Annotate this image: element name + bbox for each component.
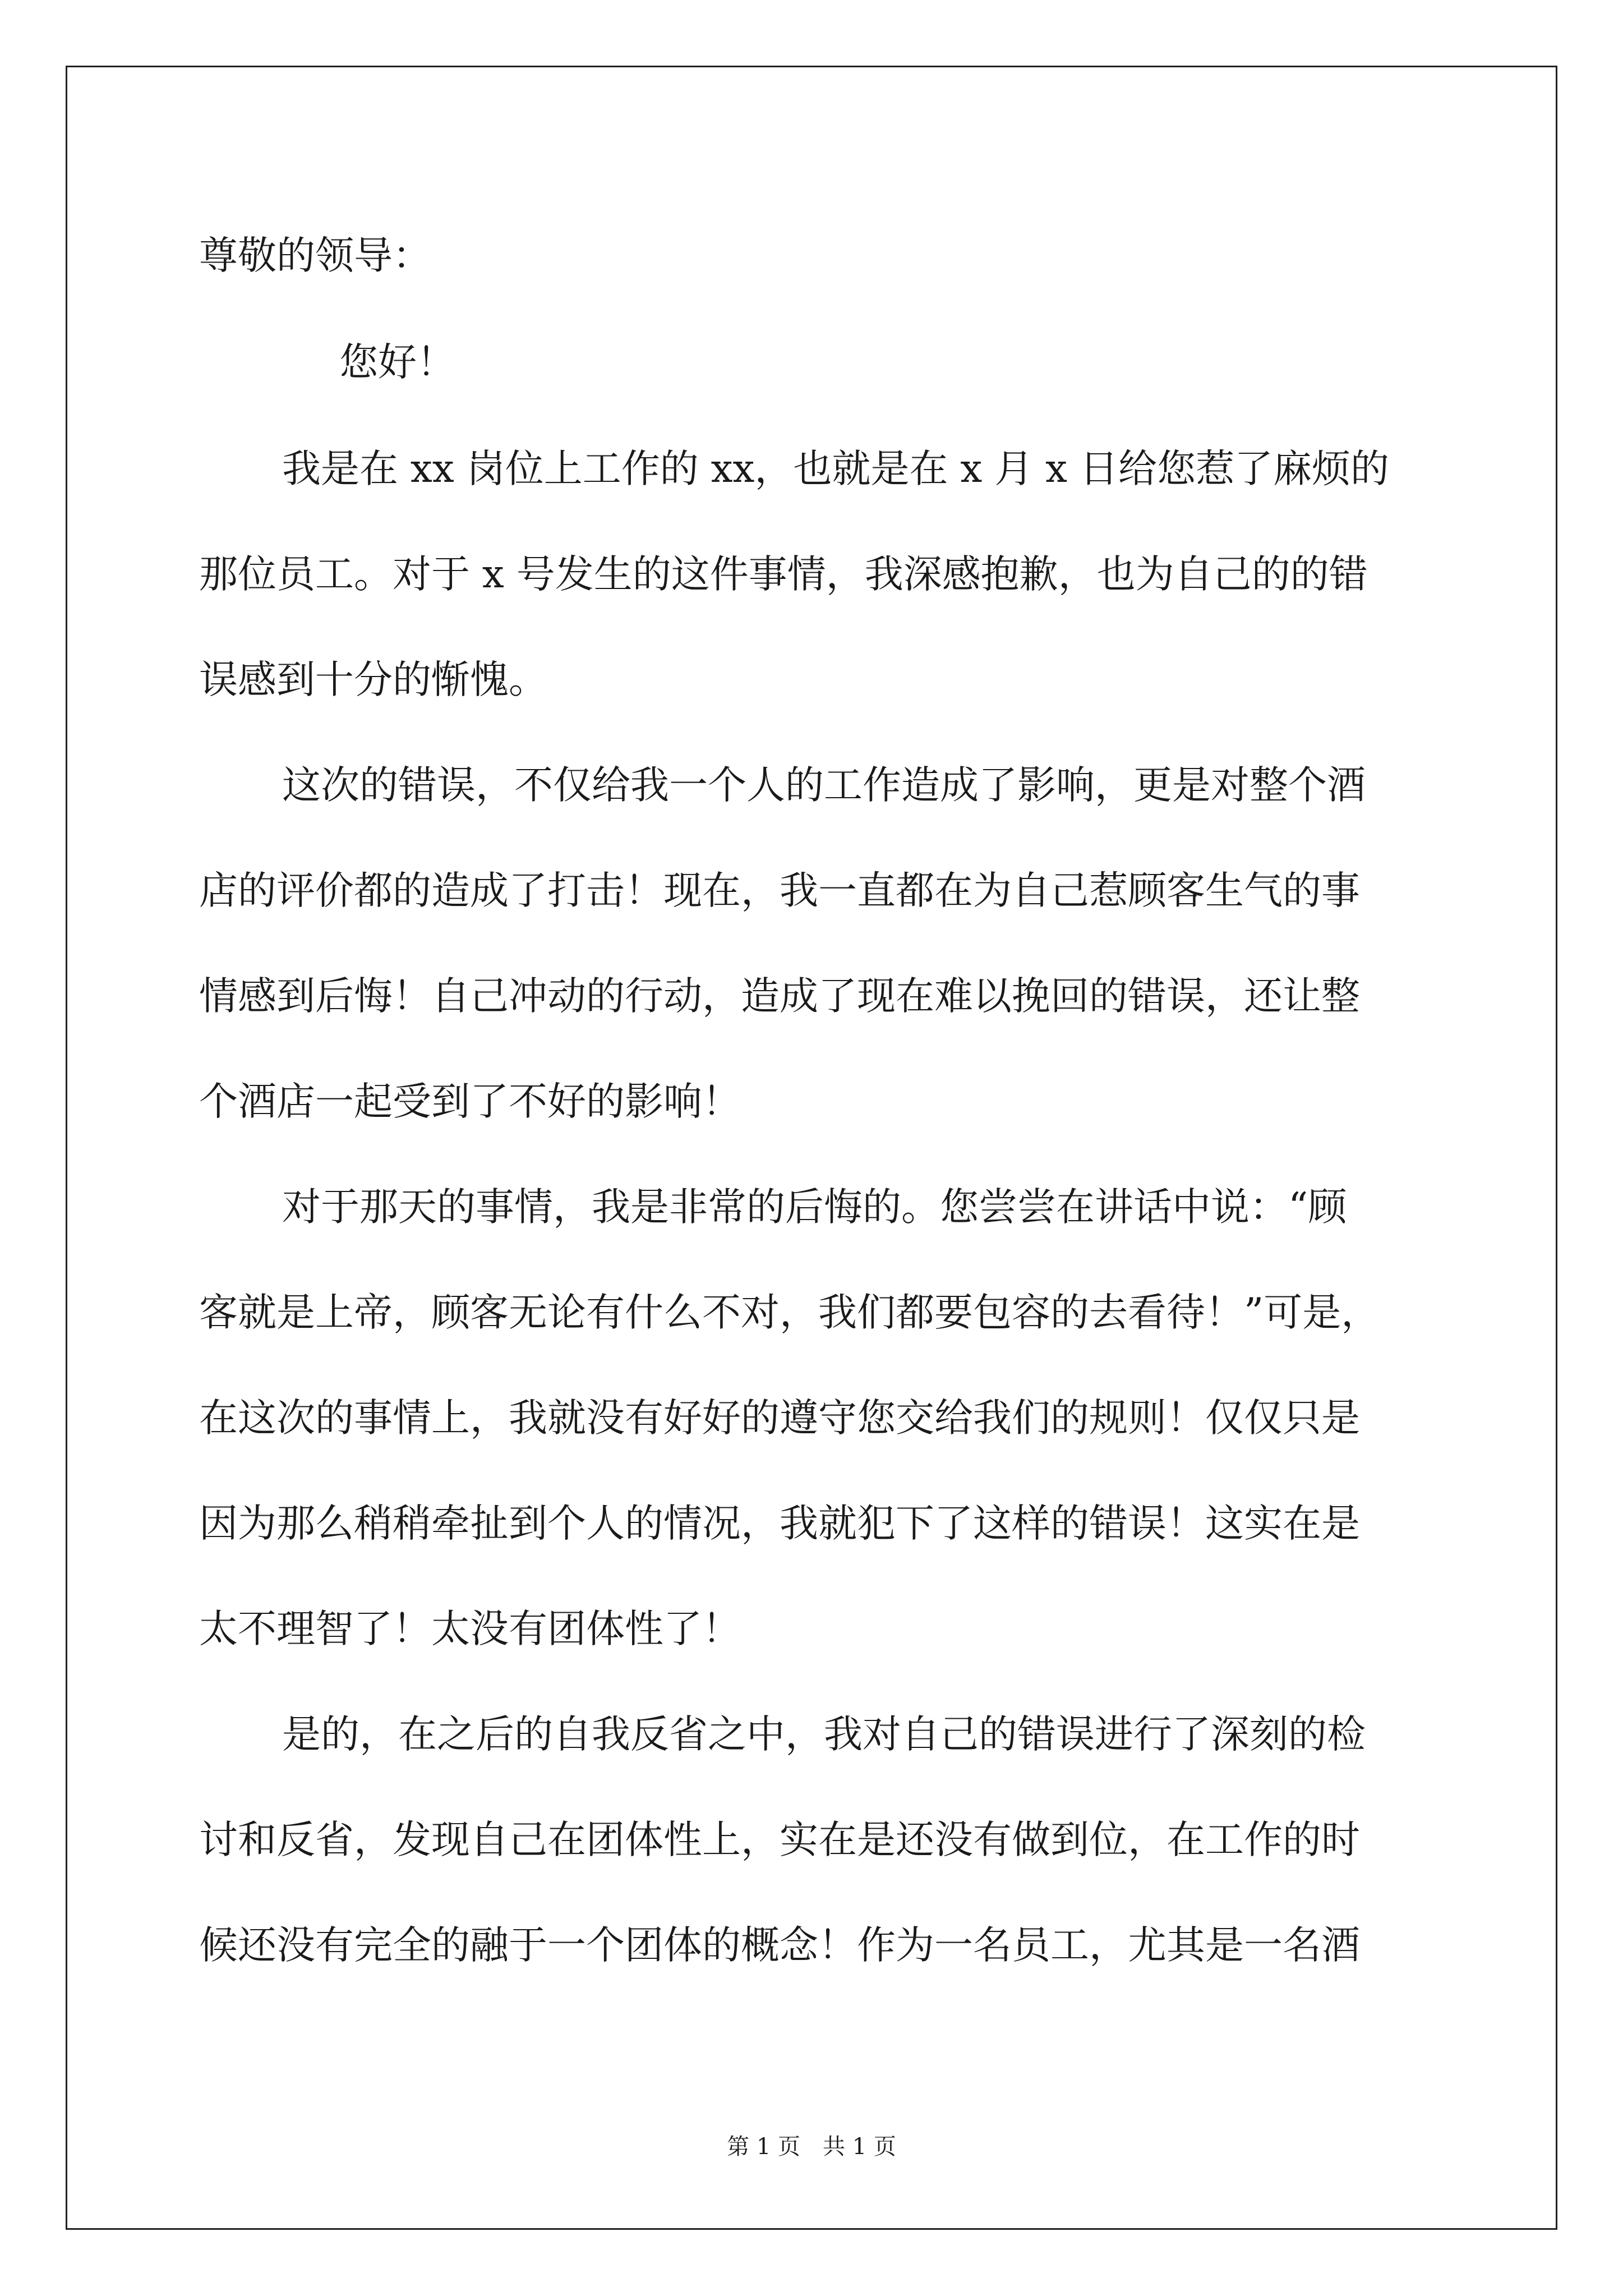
text-line: 那位员工。对于 x 号发生的这件事情，我深感抱歉，也为自己的的错 bbox=[199, 552, 1368, 597]
text-line: 这次的错误，不仅给我一个人的工作造成了影响，更是对整个酒 bbox=[282, 763, 1366, 808]
text-line: 店的评价都的造成了打击！现在，我一直都在为自己惹顾客生气的事 bbox=[199, 868, 1360, 913]
salutation: 尊敬的领导： bbox=[199, 233, 431, 278]
page-footer: 第 1 页 共 1 页 bbox=[727, 2134, 896, 2160]
text-line: 我是在 xx 岗位上工作的 xx，也就是在 x 月 x 日给您惹了麻烦的 bbox=[282, 447, 1390, 491]
text-line: 太不理智了！太没有团体性了！ bbox=[199, 1607, 741, 1651]
text-line: 对于那天的事情，我是非常的后悔的。您尝尝在讲话中说：“顾 bbox=[282, 1185, 1347, 1230]
text-line: 是的，在之后的自我反省之中，我对自己的错误进行了深刻的检 bbox=[282, 1712, 1366, 1757]
text-line: 误感到十分的惭愧。 bbox=[199, 657, 547, 702]
text-line: 讨和反省，发现自己在团体性上，实在是还没有做到位，在工作的时 bbox=[199, 1818, 1360, 1862]
text-line: 因为那么稍稍牵扯到个人的情况，我就犯下了这样的错误！这实在是 bbox=[199, 1501, 1360, 1546]
text-line: 客就是上帝，顾客无论有什么不对，我们都要包容的去看待！”可是， bbox=[199, 1290, 1380, 1335]
greeting: 您好！ bbox=[339, 340, 455, 385]
text-line: 在这次的事情上，我就没有好好的遵守您交给我们的规则！仅仅只是 bbox=[199, 1396, 1360, 1441]
text-line: 情感到后悔！自己冲动的行动，造成了现在难以挽回的错误，还让整 bbox=[199, 974, 1360, 1019]
text-line: 个酒店一起受到了不好的影响！ bbox=[199, 1079, 741, 1124]
text-line: 候还没有完全的融于一个团体的概念！作为一名员工，尤其是一名酒 bbox=[199, 1923, 1360, 1968]
page-border bbox=[66, 66, 1557, 2230]
